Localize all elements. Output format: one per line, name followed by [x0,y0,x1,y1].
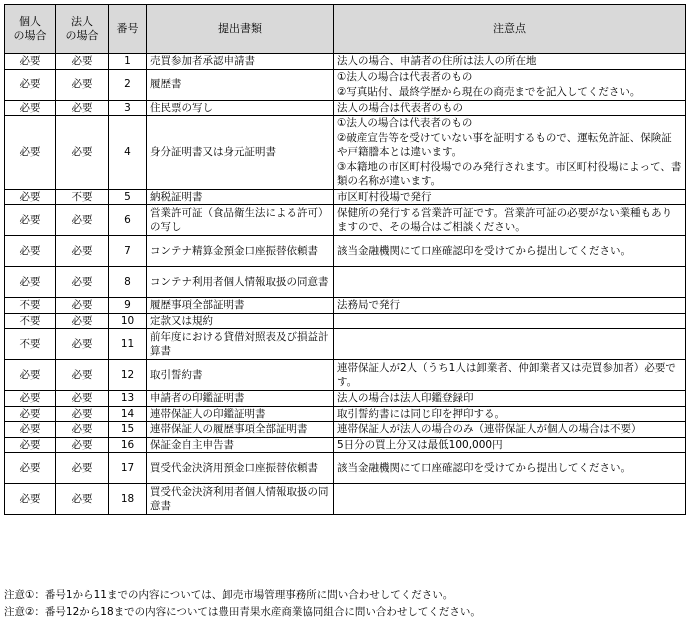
document-cell: 売買参加者承認申請書 [147,54,334,70]
table-row [5,422,686,438]
number-cell: 16 [109,437,147,453]
note-line: ②破産宣告等を受けていない事を証明するもので、運転免許証、保険証や戸籍謄本とは違います。 [337,131,672,158]
note-line: ③本籍地の市区町村役場でのみ発行されます。市区町村役場によって、書類の名称が違います。 [337,160,682,187]
number-cell: 8 [109,267,147,298]
note-cell [334,360,686,391]
number-cell: 14 [109,406,147,422]
header-corporate: 法人 の場合 [56,5,109,54]
corporate-cell: 必要 [56,437,109,453]
document-cell: 申請者の印鑑証明書 [147,391,334,407]
note-cell [334,313,686,329]
document-cell: 履歴事項全部証明書 [147,298,334,314]
document-cell: 住民票の写し [147,100,334,116]
document-cell: コンテナ精算金預金口座振替依頼書 [147,236,334,267]
note-line: 法人の場合は法人印鑑登録印 [337,392,474,404]
document-cell: 取引誓約書 [147,360,334,391]
header-notes: 注意点 [334,5,686,54]
table-row [5,360,686,391]
corporate-cell: 必要 [56,329,109,360]
note-line: 保健所の発行する営業許可証です。営業許可証の必要がない業種もありますので、その場合はご相談ください。 [337,206,673,233]
document-cell: 買受代金決済用預金口座振替依頼書 [147,453,334,484]
corporate-cell: 必要 [56,54,109,70]
note-cell [334,484,686,515]
individual-cell: 必要 [5,453,56,484]
note-line: 市区町村役場で発行 [337,190,432,203]
table-row [5,391,686,407]
note-line: 法務局で発行 [337,299,400,311]
corporate-cell: 必要 [56,484,109,515]
note-line: 法人の場合、申請者の住所は法人の所在地 [337,55,537,67]
number-cell: 4 [109,116,147,190]
corporate-cell: 不要 [56,189,109,205]
table-row [5,437,686,453]
note-cell [334,298,686,314]
individual-cell: 不要 [5,329,56,360]
note-cell [334,267,686,298]
corporate-cell: 必要 [56,267,109,298]
individual-cell: 不要 [5,298,56,314]
corporate-cell: 必要 [56,391,109,407]
document-cell: 連帯保証人の印鑑証明書 [147,406,334,422]
corporate-cell: 必要 [56,116,109,190]
number-cell: 3 [109,100,147,116]
note-cell [334,100,686,116]
individual-cell: 必要 [5,422,56,438]
documents-table [4,4,686,515]
note-line: 該当金融機関にて口座確認印を受けてから提出してください。 [337,461,631,474]
header-number: 番号 [109,5,147,54]
footnote-1: 注意①：番号1から11までの内容については、卸売市場管理事務所に問い合わせしてください。 [4,589,454,601]
individual-cell: 必要 [5,406,56,422]
table-row [5,236,686,267]
note-line: 5日分の買上分又は最低100,000円 [337,438,503,451]
individual-cell: 必要 [5,391,56,407]
individual-cell: 必要 [5,116,56,190]
document-cell: 履歴書 [147,69,334,100]
table-row [5,267,686,298]
individual-cell: 必要 [5,54,56,70]
individual-cell: 必要 [5,205,56,236]
number-cell: 1 [109,54,147,70]
footnotes [4,587,481,621]
document-cell: 連帯保証人の履歴事項全部証明書 [147,422,334,438]
number-cell: 7 [109,236,147,267]
number-cell: 10 [109,313,147,329]
individual-cell: 必要 [5,437,56,453]
table-row [5,298,686,314]
note-cell [334,54,686,70]
note-line: 取引誓約書には同じ印を押印する。 [337,407,505,420]
note-line: 連帯保証人が2人（うち1人は卸業者、仲卸業者又は売買参加者）必要です。 [337,361,676,388]
header-individual: 個人 の場合 [5,5,56,54]
note-cell [334,236,686,267]
corporate-cell: 必要 [56,313,109,329]
number-cell: 18 [109,484,147,515]
note-cell [334,69,686,100]
footnote-2: 注意②：番号12から18までの内容については豊田青果水産商業協同組合に問い合わせしてください。 [4,606,481,618]
table-row [5,116,686,190]
note-line: ①法人の場合は代表者のもの [337,71,473,83]
table-row [5,453,686,484]
individual-cell: 不要 [5,313,56,329]
document-cell: 保証金自主申告書 [147,437,334,453]
header-row [5,5,686,54]
note-cell [334,453,686,484]
note-cell [334,437,686,453]
document-cell: 定款又は規約 [147,313,334,329]
individual-cell: 必要 [5,100,56,116]
number-cell: 15 [109,422,147,438]
corporate-cell: 必要 [56,406,109,422]
note-line: 連帯保証人が法人の場合のみ（連帯保証人が個人の場合は不要） [337,423,642,435]
document-cell: 身分証明書又は身元証明書 [147,116,334,190]
number-cell: 12 [109,360,147,391]
individual-cell: 必要 [5,484,56,515]
number-cell: 9 [109,298,147,314]
number-cell: 11 [109,329,147,360]
note-cell [334,329,686,360]
individual-cell: 必要 [5,236,56,267]
number-cell: 6 [109,205,147,236]
table-row [5,205,686,236]
document-cell: 営業許可証（食品衛生法による許可）の写し [147,205,334,236]
table-row [5,69,686,100]
corporate-cell: 必要 [56,360,109,391]
number-cell: 2 [109,69,147,100]
note-cell [334,422,686,438]
note-line: 該当金融機関にて口座確認印を受けてから提出してください。 [337,244,631,257]
corporate-cell: 必要 [56,453,109,484]
note-cell [334,116,686,190]
individual-cell: 必要 [5,189,56,205]
note-cell [334,406,686,422]
note-line: ②写真貼付、最終学歴から現在の商売までを記入してください。 [337,85,641,98]
corporate-cell: 必要 [56,422,109,438]
note-cell [334,189,686,205]
corporate-cell: 必要 [56,69,109,100]
individual-cell: 必要 [5,267,56,298]
table-row [5,329,686,360]
corporate-cell: 必要 [56,100,109,116]
number-cell: 17 [109,453,147,484]
note-line: 法人の場合は代表者のもの [337,101,463,114]
document-cell: 買受代金決済利用者個人情報取扱の同意書 [147,484,334,515]
note-line: ①法人の場合は代表者のもの [337,117,473,129]
table-row [5,313,686,329]
document-cell: コンテナ利用者個人情報取扱の同意書 [147,267,334,298]
number-cell: 13 [109,391,147,407]
corporate-cell: 必要 [56,205,109,236]
header-documents: 提出書類 [147,5,334,54]
document-cell: 前年度における貸借対照表及び損益計算書 [147,329,334,360]
note-cell [334,391,686,407]
number-cell: 5 [109,189,147,205]
corporate-cell: 必要 [56,298,109,314]
table-row [5,54,686,70]
table-row [5,484,686,515]
table-row [5,189,686,205]
individual-cell: 必要 [5,69,56,100]
individual-cell: 必要 [5,360,56,391]
corporate-cell: 必要 [56,236,109,267]
document-cell: 納税証明書 [147,189,334,205]
table-row [5,100,686,116]
table-row [5,406,686,422]
note-cell [334,205,686,236]
